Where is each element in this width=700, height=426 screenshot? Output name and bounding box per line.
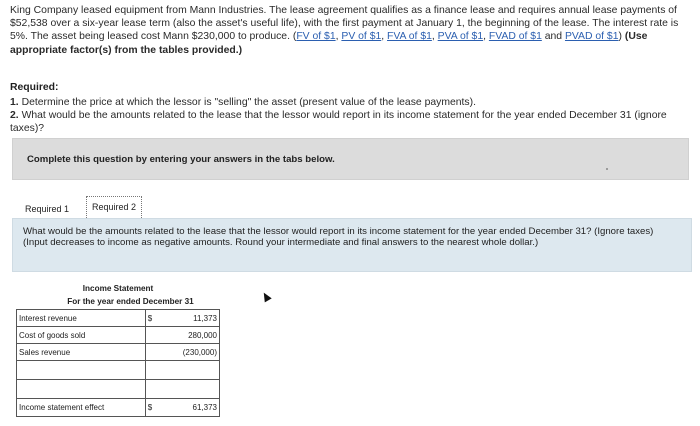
problem-instruction: (Use appropriate factor(s) from the tables provided.) <box>10 31 648 56</box>
row-amount-input[interactable]: 280,000 <box>160 327 220 344</box>
row-label-input[interactable] <box>17 380 146 399</box>
row-amount-input[interactable]: 11,373 <box>160 310 220 327</box>
total-label[interactable]: Income statement effect <box>17 399 146 417</box>
dollar-sign <box>145 327 159 344</box>
link-pva-of-1[interactable]: PVA of $1 <box>437 31 484 43</box>
link-fv-of-1[interactable]: FV of $1 <box>296 31 336 43</box>
tab-required-2[interactable]: Required 2 <box>86 196 142 218</box>
statement-table <box>16 309 220 417</box>
dollar-sign: $ <box>145 310 159 327</box>
statement-subtitle: For the year ended December 31 <box>67 297 194 306</box>
total-amount-input[interactable]: 61,373 <box>160 399 220 417</box>
row-label-input[interactable]: Cost of goods sold <box>17 327 146 344</box>
link-pv-of-1[interactable]: PV of $1 <box>341 31 382 43</box>
complete-question-text: Complete this question by entering your answers in the tabs below. <box>27 154 335 165</box>
statement-title: Income Statement <box>82 284 154 293</box>
row-label-input[interactable]: Interest revenue <box>17 310 146 327</box>
mouse-cursor-icon <box>260 291 271 303</box>
link-pvad-of-1[interactable]: PVAD of $1 <box>564 31 619 43</box>
required-item-1 <box>10 96 694 109</box>
income-statement <box>16 282 220 417</box>
table-row <box>17 380 220 399</box>
question-panel <box>12 218 692 272</box>
question-text: What would be the amounts related to the lease that the lessor would report in its income statement for the year ended December 31? (Ignore taxes) (Input decreases to income as negative amounts. Round your intermediate and final answers to the nearest whole dollar.) <box>23 226 654 249</box>
problem-statement: King Company leased equipment from Mann Industries. The lease agreement qualifies as a finance lease and requires annual lease payments of $52,538 over a six-year lease term (also the asset's useful life), with the first payment at January 1, the beginning of the lease. The interest rate is 5%. The asset being leased cost Mann $230,000 to produce. (FV of $1, PV of $1, FVA of $1, PVA of $1, FVAD of $1 and PVAD of $1) (Use appropriate factor(s) from the tables provided.) <box>10 5 679 56</box>
complete-question-banner <box>12 138 689 180</box>
row-label-input[interactable] <box>17 361 146 380</box>
link-fva-of-1[interactable]: FVA of $1 <box>387 31 432 43</box>
dollar-sign <box>145 344 159 361</box>
row-label-input[interactable]: Sales revenue <box>17 344 146 361</box>
required-item-1-text: Determine the price at which the lessor is "selling" the asset (present value of the lease payments). <box>21 97 476 108</box>
required-item-1-number: 1. <box>10 97 19 108</box>
dollar-sign <box>145 380 159 399</box>
required-heading: Required: <box>10 82 59 93</box>
row-amount-input[interactable]: (230,000) <box>160 344 220 361</box>
table-row <box>17 361 220 380</box>
row-amount-input[interactable] <box>160 361 220 380</box>
required-item-2 <box>10 109 694 135</box>
table-row <box>17 310 220 327</box>
dollar-sign <box>145 361 159 380</box>
banner-dot <box>606 168 608 170</box>
tab-required-1[interactable]: Required 1 <box>20 198 74 220</box>
dollar-sign: $ <box>145 399 159 417</box>
link-fvad-of-1[interactable]: FVAD of $1 <box>488 31 542 43</box>
required-item-2-text: What would be the amounts related to the lease that the lessor would report in its income statement for the year ended December 31 (ignore taxes)? <box>10 110 667 134</box>
total-row <box>17 399 220 417</box>
row-amount-input[interactable] <box>160 380 220 399</box>
problem-text: King Company leased equipment from Mann Industries. The lease agreement qualifies as a finance lease and requires annual lease payments of $52,538 over a six-year lease term (also the asset's useful life), with the first payment at January 1, the beginning of the lease. The interest rate is 5%. The asset being leased cost Mann $230,000 to produce. ( <box>10 5 679 43</box>
required-item-2-number: 2. <box>10 110 19 121</box>
table-row <box>17 327 220 344</box>
table-row <box>17 344 220 361</box>
